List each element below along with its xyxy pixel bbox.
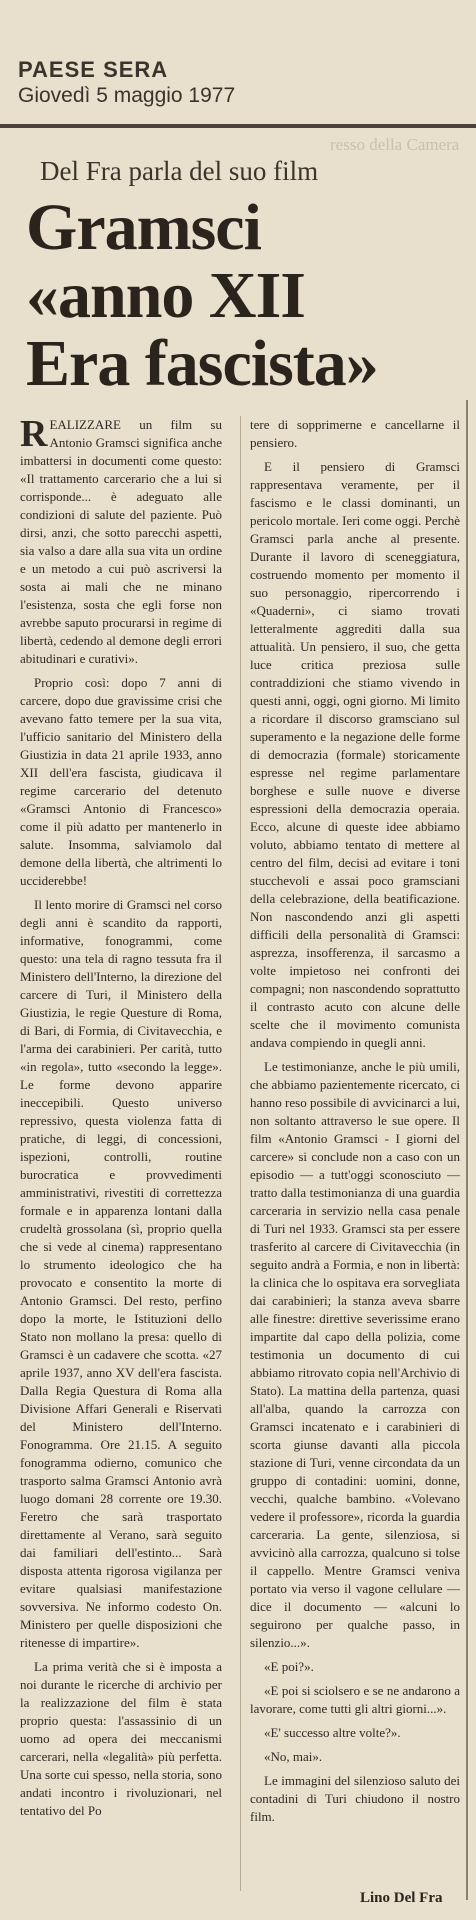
paragraph: E il pensiero di Gramsci rappresentava veramente, per il fascismo e le classi dominanti, un pericolo mortale. Ieri come oggi. Perchè Gramsci parla anche al presente. Durante il lavoro di sceneggiatura, costruendo momento per momento il suo personaggio, ripercorrendo i «Quaderni», ci siamo trovati letteralmente aggrediti dalla sua attualità. Un pensiero, il suo, che getta luce critica preziosa sulle contraddizioni che stiamo vivendo in questi anni, oggi, ogni giorno. Mi limito a ricordare il discorso gramsciano sul superamento e la negazione delle forme di democrazia (formale) storicamente espresse nel regime parlamentare borghese e sulle nuove e diverse espressioni della democrazia operaia. Ecco, alcune di queste idee abbiamo voluto, abbiamo tentato di mettere al centro del film, decisi ad evitare i toni stucchevoli e assai poco gramsciani della celebrazione, della beatificazione. Non nascondendo anzi gli aspetti difficili della personalità di Gramsci: asprezza, insofferenza, il sarcasmo a volte impietoso nei confronti dei compagni; non nascondendo soprattutto il contrasto acuto con alcune delle scelte che il movimento comunista andava compiendo in quegli anni. (250, 459, 460, 1050)
headline-line: Era fascista» (26, 327, 378, 400)
drop-cap: R (20, 413, 48, 455)
paragraph: «E' successo altre volte?». (264, 1725, 401, 1740)
adjacent-column-edge (466, 400, 468, 1900)
column-separator (240, 416, 241, 1891)
paragraph: Proprio così: dopo 7 anni di carcere, dopo due gravissime crisi che avevano fatto temere per la sua vita, l'ufficio sanitario del Ministero della Giustizia in data 21 aprile 1933, anno XII dell'era fascista, giudicava il regime carcerario del detenuto «Gramsci Antonio di Francesco» come il più adatto per mantenerlo in salute. Insomma, salviamolo dal demone della libertà, che altrimenti lo ucciderebbe! (20, 675, 222, 888)
bleed-through-text: resso della Camera (330, 135, 460, 154)
masthead (18, 58, 458, 108)
paragraph: «E poi si sciolsero e se ne andarono a lavorare, come tutti gli altri giorni...». (250, 1683, 460, 1716)
article-headline (26, 191, 446, 400)
publication-name: PAESE SERA (18, 57, 169, 82)
paragraph: tere di sopprimerne e cancellarne il pensiero. (250, 417, 460, 450)
paragraph-text: EALIZZARE un film su Antonio Gramsci significa anche imbattersi in documenti come questo: «Il trattamento carcerario che a lui si corrisponde... è adeguato alle condizioni di salute del paziente. Può dirsi, anzi, che sotto parecchi aspetti, sia valso a dare alla sua vita un ordine e un metodo a cui può ascriversi la sosta ai mali che ne minano l'esistenza, sosta che egli forse non avrebbe saputo procurarsi in regime di libertà, cedendo al demone degli errori abitudinari e curativi». (20, 417, 222, 666)
article-kicker: Del Fra parla del suo film (40, 156, 319, 186)
paragraph: «No, mai». (264, 1749, 323, 1764)
byline: Lino Del Fra (360, 1890, 443, 1906)
paragraph: «E poi?». (264, 1659, 314, 1674)
paragraph: Il lento morire di Gramsci nel corso degli anni è scandito da rapporti, informative, fonogrammi, come questo: una tela di ragno tessuta fra il Ministero dell'Interno, la direzione del carcere di Turi, il Ministero della Giustizia, le regie Questure di Roma, di Bari, di Formia, di Civitavecchia, e l'arma dei carabinieri. Per carità, tutto «in regola», tutto «secondo la legge». Le forme devono apparire ineccepibili. Questo universo repressivo, questa violenza fatta di pratiche, di leggi, di concessioni, ispezioni, controlli, routine burocratica e provvedimenti amministrativi, rivestiti di correttezza formale e in apparenza lontani dalla crudeltà grossolana (sì, proprio quella che si vede al cinema) rappresentano lo strumento ideologico che ha provocato e consentito la morte di Antonio Gramsci. Del resto, perfino dopo la morte, le Istituzioni dello Stato non mollano la presa: quello di Gramsci è un cadavere che scotta. «27 aprile 1937, anno XV dell'era fascista. Dalla Regia Questura di Roma alla Divisione Affari Generali e Riservati del Ministero dell'Interno. Fonogramma. Ore 21.15. A seguito fonogramma odierno, comunico che trasporto salma Gramsci Antonio avrà luogo domani 28 corrente ore 19.30. Feretro che sarà trasportato direttamente al Verano, sarà seguito dai familiari dell'estinto... Sarà disposta attenta rigorosa vigilanza per evitare qualsiasi manifestazione sovversiva. Ne informo codesto On. Ministero per quelle disposizioni che ritenesse di impartire». (20, 897, 222, 1650)
paragraph: Le testimonianze, anche le più umili, che abbiamo pazientemente ricercato, ci hanno reso possibile di avvicinarci a lui, non soltanto attraverso le sue opere. Il film «Antonio Gramsci - I giorni del carcere» si conclude non a caso con un episodio — a tutt'oggi sconosciuto — tratto dalla testimonianza di una guardia carceraria in servizio nella casa penale di Turi nel 1933. Gramsci sta per essere trasferito al carcere di Civitavecchia (in seguito andrà a Formia, e non in libertà: la clinica che lo ospitava era sorvegliata dai carabinieri; la stanza aveva sbarre alle finestre: direttive severissime erano impartite dal capo della polizia, come testimonia un documento di cui abbiamo ritrovato copia nell'Archivio di Stato). La mattina della partenza, quasi all'alba, quando la carrozza con Gramsci incatenato e i carabinieri di scorta giunse davanti alla piccola stazione di Turi, venne circondata da un gruppo di contadini: uomini, donne, vecchi, qualche bambino. «Volevano vedere il professore», ricorda la guardia carceraria. La gente, silenziosa, si avvicinò alla carrozza, qualcuno si tolse il cappello. Mentre Gramsci veniva portato via verso il vagone cellulare — dice il documento — «alcuni lo seguirono per qualche passo, in silenzio...». (250, 1059, 460, 1650)
left-column (20, 413, 222, 1826)
headline-line: «anno XII (26, 259, 305, 332)
publication-date: Giovedì 5 maggio 1977 (18, 84, 236, 107)
paragraph: La prima verità che si è imposta a noi durante le ricerche di archivio per la realizzazione del film è stata proprio questa: l'assassinio di un uomo ad opera dei meccanismi carcerari, nella «legalità» più perfetta. Una sorte cui spesso, nella storia, sono andati incontro i rivoluzionari, nel tentativo del Po (20, 1659, 222, 1818)
headline-line: Gramsci (26, 191, 261, 264)
paragraph: Le immagini del silenzioso saluto dei contadini di Turi chiudono il nostro film. (250, 1773, 460, 1824)
paragraph (20, 413, 222, 668)
right-column (250, 416, 460, 1832)
masthead-rule (0, 124, 476, 128)
